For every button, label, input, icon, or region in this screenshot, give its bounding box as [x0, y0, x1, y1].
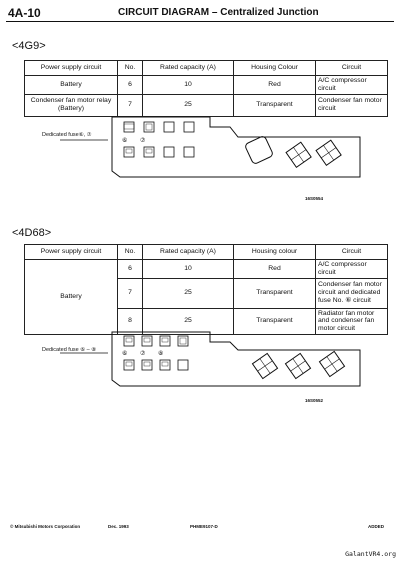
figure-code-2: 16S0552: [305, 398, 324, 403]
cell: 8: [118, 308, 143, 334]
fuse-slot: [142, 360, 152, 370]
page-number: 4A-10: [8, 6, 41, 20]
relay-connector: [286, 142, 311, 167]
fuse-label-6: ⑥: [122, 350, 128, 357]
fuse-inner: [124, 124, 134, 129]
cell: Transparent: [234, 278, 316, 308]
cell: 7: [118, 278, 143, 308]
cell: 25: [143, 308, 234, 334]
cell-supply: Battery: [25, 260, 118, 335]
cell: Battery: [25, 76, 118, 95]
footer-status: ADDED: [368, 524, 385, 529]
section-4g9-label: <4G9>: [12, 40, 46, 52]
fuse-slot: [144, 147, 154, 157]
watermark: GalantVR4.org: [345, 550, 396, 558]
fuse-inner: [126, 149, 132, 153]
cell: Condenser fan motor relay (Battery): [25, 94, 118, 116]
cell: 6: [118, 76, 143, 95]
junction-block-diagram-4d68: [60, 330, 380, 392]
fuse-slot: [164, 147, 174, 157]
col-header: Circuit: [316, 61, 388, 76]
fuse-slot: [124, 360, 134, 370]
cell: 7: [118, 94, 143, 116]
relay-connector: [285, 353, 310, 378]
cell: Transparent: [234, 94, 316, 116]
fuse-slot: [184, 122, 194, 132]
col-header: Housing colour: [234, 245, 316, 260]
table-header-row: [25, 245, 388, 260]
fuse-slot: [160, 336, 170, 346]
cell: 25: [143, 94, 234, 116]
fuse-label-7: ⑦: [140, 350, 146, 357]
fuse-label-7: ⑦: [140, 137, 146, 144]
fuse-slot: [160, 360, 170, 370]
fuse-slot: [142, 336, 152, 346]
fuse-slot: [124, 122, 134, 132]
fuse-slot: [178, 336, 188, 346]
fuse-slot: [144, 122, 154, 132]
table-row: [25, 94, 388, 116]
header-rule: [6, 21, 394, 22]
cell: 10: [143, 76, 234, 95]
fuse-inner: [144, 362, 150, 366]
table-header-row: [25, 61, 388, 76]
fuse-slot: [164, 122, 174, 132]
page-title: CIRCUIT DIAGRAM – Centralized Junction: [118, 7, 319, 18]
cell: 10: [143, 260, 234, 279]
cell: 25: [143, 278, 234, 308]
fuse-label-8: ⑧: [158, 350, 164, 357]
cell: 6: [118, 260, 143, 279]
fuse-inner: [146, 149, 152, 153]
col-header: Housing Colour: [234, 61, 316, 76]
cell: Red: [234, 260, 316, 279]
fuse-inner: [180, 338, 186, 344]
col-header: Circuit: [316, 245, 388, 260]
cell: Radiator fan motor and condenser fan motor circuit: [316, 308, 388, 334]
fuse-slot: [178, 360, 188, 370]
junction-block-diagram-4g9: [60, 115, 380, 187]
fuse-inner: [126, 362, 132, 366]
relay-connector: [319, 351, 344, 376]
col-header: Rated capacity (A): [143, 245, 234, 260]
section-4d68-label: <4D68>: [12, 227, 52, 239]
fuse-label-6: ⑥: [122, 137, 128, 144]
fuse-inner: [146, 124, 152, 130]
fuse-slot: [184, 147, 194, 157]
relay-connector: [316, 140, 341, 165]
col-header: No.: [118, 61, 143, 76]
cell: A/C compressor circuit: [316, 76, 388, 95]
relay-shape: [244, 135, 273, 164]
relay-connector: [252, 353, 277, 378]
col-header: Rated capacity (A): [143, 61, 234, 76]
figure-code-1: 16S0554: [305, 196, 324, 201]
cell: Condenser fan motor circuit: [316, 94, 388, 116]
table-4g9: [24, 60, 388, 117]
footer-date: Dec. 1993: [108, 524, 129, 529]
fuse-inner: [126, 338, 132, 342]
footer-copyright: © Mitsubishi Motors Corporation: [10, 524, 81, 529]
table-4d68: [24, 244, 388, 335]
col-header: Power supply circuit: [25, 61, 118, 76]
table-row: [25, 76, 388, 95]
cell: Red: [234, 76, 316, 95]
footer-code: PHME9107-D: [190, 524, 218, 529]
col-header: Power supply circuit: [25, 245, 118, 260]
cell: Transparent: [234, 308, 316, 334]
cell: Condenser fan motor circuit and dedicated fuse No. ⑥ circuit: [316, 278, 388, 308]
table-row: [25, 260, 388, 279]
fuse-slot: [124, 147, 134, 157]
fuse-slot: [124, 336, 134, 346]
dedicated-fuse-callout: Dedicated fuse ⑥ – ⑧: [42, 347, 97, 353]
dedicated-fuse-callout: Dedicated fuse⑥, ⑦: [42, 132, 92, 138]
fuse-inner: [162, 338, 168, 342]
cell: A/C compressor circuit: [316, 260, 388, 279]
fuse-inner: [162, 362, 168, 366]
fuse-inner: [144, 338, 150, 342]
col-header: No.: [118, 245, 143, 260]
